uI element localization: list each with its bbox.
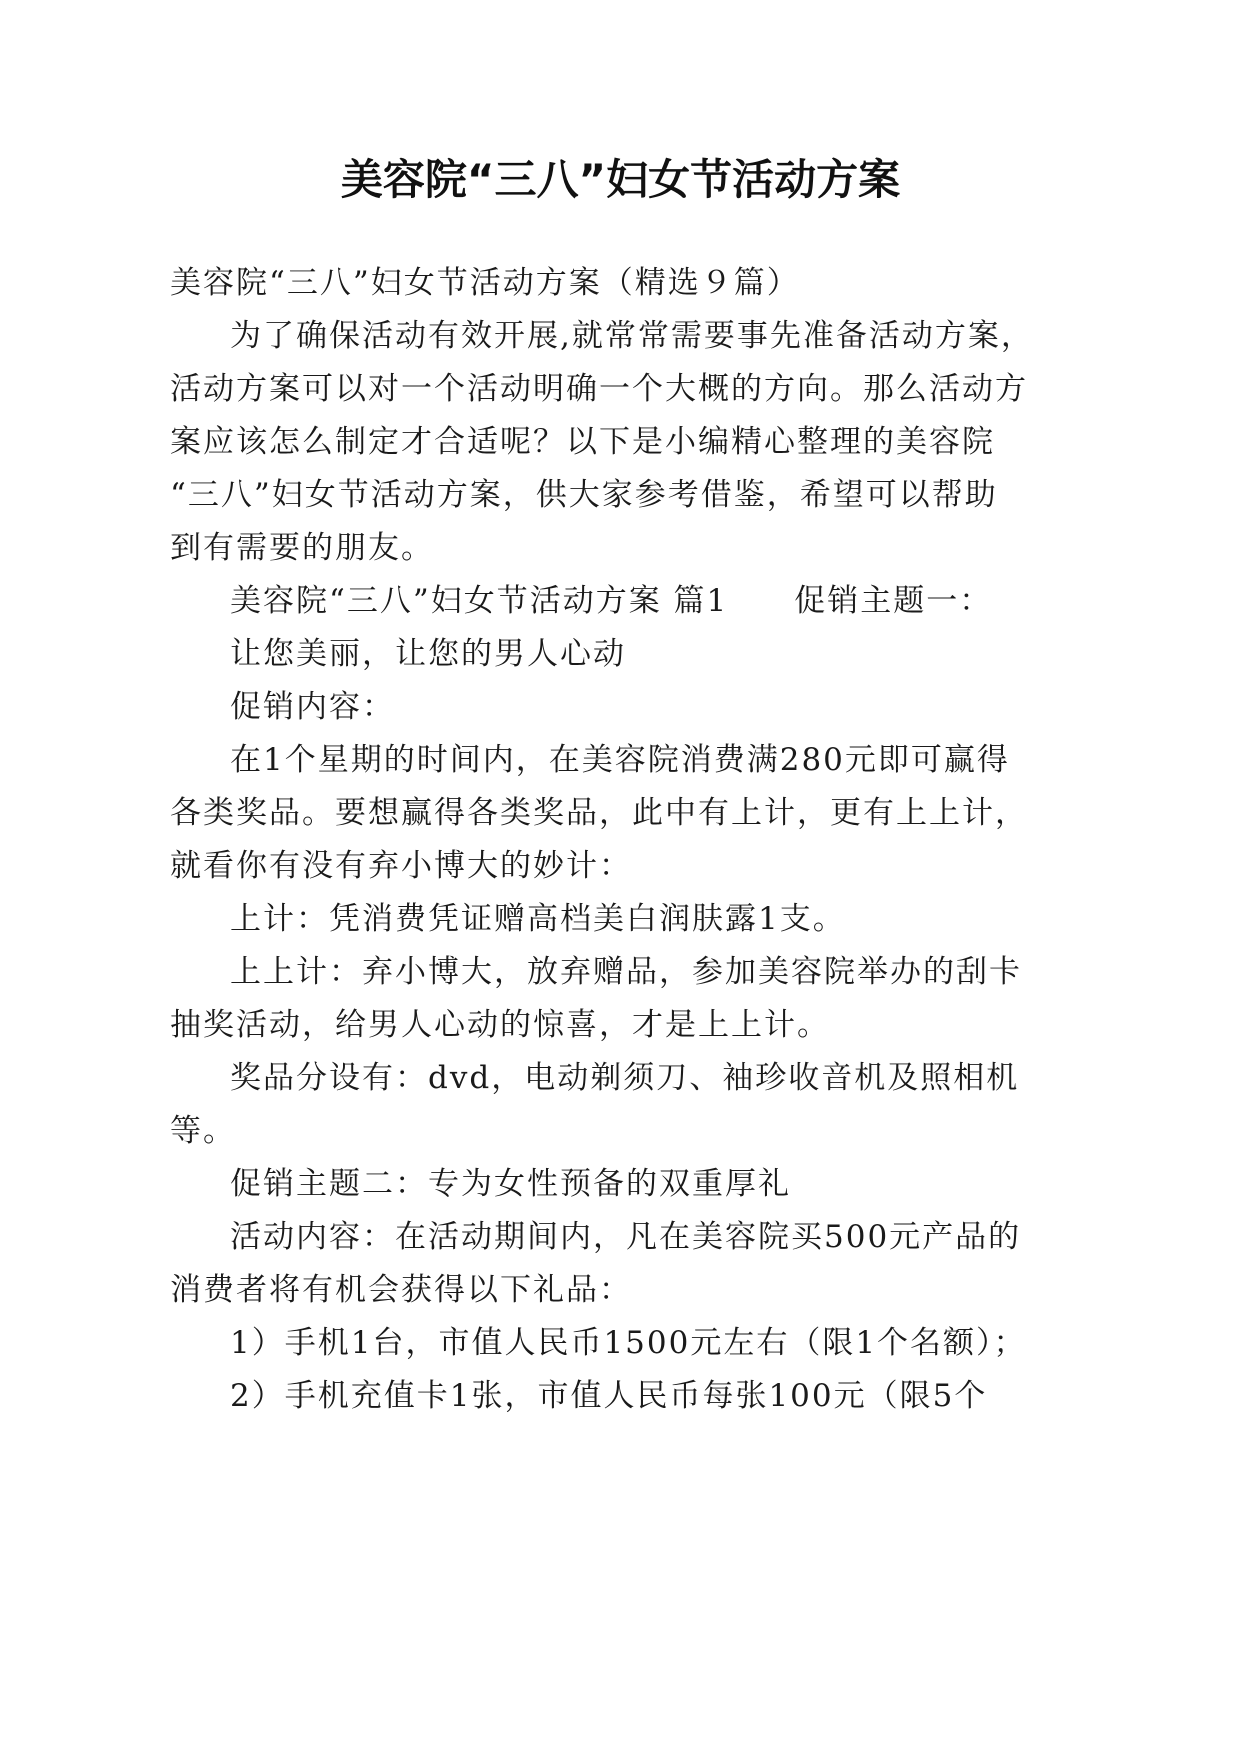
text-line: 美容院“三八”妇女节活动方案 篇1 促销主题一：: [230, 583, 993, 619]
text-line: 案应该怎么制定才合适呢？以下是小编精心整理的美容院: [170, 424, 995, 460]
text-line: 2）手机充值卡1张，市值人民币每张100元（限5个: [230, 1378, 988, 1414]
text-line: 等。: [170, 1113, 236, 1149]
text-line: 促销主题二：专为女性预备的双重厚礼: [230, 1166, 791, 1202]
text-line: 抽奖活动，给男人心动的惊喜，才是上上计。: [170, 1007, 830, 1043]
text-line: “三八”妇女节活动方案，供大家参考借鉴，希望可以帮助: [170, 477, 998, 513]
text-line: 美容院“三八”妇女节活动方案（精选９篇）: [170, 265, 800, 301]
text-line: 在1个星期的时间内，在美容院消费满280元即可赢得: [230, 742, 1010, 778]
text-line: 活动方案可以对一个活动明确一个大概的方向。那么活动方: [170, 371, 1028, 407]
text-line: 奖品分设有：dvd，电动剃须刀、袖珍收音机及照相机: [230, 1060, 1020, 1096]
text-line: 消费者将有机会获得以下礼品：: [170, 1272, 632, 1308]
document-title: 美容院“三八”妇女节活动方案: [340, 155, 901, 204]
text-line: 到有需要的朋友。: [170, 530, 434, 566]
text-line: 上上计：弃小博大，放弃赠品，参加美容院举办的刮卡: [230, 954, 1022, 990]
text-line: 让您美丽，让您的男人心动: [230, 636, 626, 672]
text-line: 各类奖品。要想赢得各类奖品，此中有上计，更有上上计，: [170, 795, 1028, 831]
text-line: 1）手机1台，市值人民币1500元左右（限1个名额）；: [230, 1325, 1027, 1361]
text-line: 为了确保活动有效开展,就常常需要事先准备活动方案，: [230, 318, 1034, 354]
text-line: 活动内容：在活动期间内，凡在美容院买500元产品的: [230, 1219, 1022, 1255]
text-line: 促销内容：: [230, 689, 395, 725]
text-line: 就看你有没有弃小博大的妙计：: [170, 848, 632, 884]
text-line: 上计：凭消费凭证赠高档美白润肤露1支。: [230, 901, 846, 937]
